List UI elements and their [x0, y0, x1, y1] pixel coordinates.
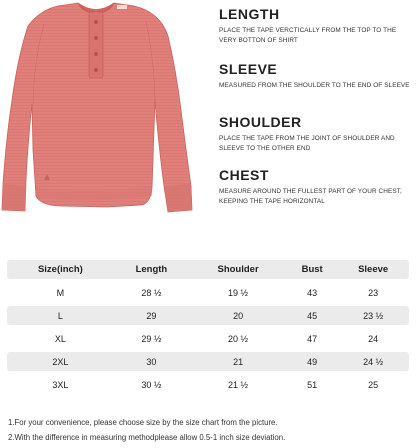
cell-size: 2XL [7, 352, 114, 371]
cell-shoulder: 20 [189, 306, 287, 325]
cell-shoulder: 21 [189, 352, 287, 371]
table-row [7, 352, 409, 371]
cell-size: XL [54, 333, 66, 344]
guide-chest [219, 167, 414, 207]
henley-shirt-illustration [0, 0, 205, 222]
guide-sleeve-desc: MEASURED FROM THE SHOULDER TO THE END OF SLEEVE [219, 82, 410, 89]
col-bust-header: Bust [287, 260, 337, 279]
shirt-image [0, 0, 205, 222]
button-icon [94, 52, 98, 56]
col-length-header: Length [114, 260, 189, 279]
note-2: 2.With the difference in measuring methodplease allow 0.5-1 inch size deviation. [8, 433, 286, 442]
cell-bust: 49 [287, 352, 337, 371]
cell-shoulder: 19 ½ [228, 287, 249, 298]
cell-shoulder: 20 ½ [228, 333, 249, 344]
cell-sleeve: 23 [368, 287, 379, 298]
cell-length: 29 [114, 306, 189, 325]
cell-sleeve: 24 ½ [337, 352, 409, 371]
guide-shoulder-title: SHOULDER [219, 114, 302, 130]
cell-bust: 51 [307, 379, 318, 390]
cell-sleeve: 25 [368, 379, 379, 390]
guide-sleeve-title: SLEEVE [219, 61, 278, 77]
cell-length: 30 ½ [141, 379, 162, 390]
cell-length: 28 ½ [141, 287, 162, 298]
guide-length-title: LENGTH [219, 6, 280, 22]
left-cuff [2, 184, 26, 211]
cell-size: 3XL [52, 379, 69, 390]
col-size-header: Size(inch) [7, 260, 114, 279]
guide-length-desc: PLACE THE TAPE VERCTICALLY FROM THE TOP TO THE VERY BOTTON OF SHIRT [219, 27, 397, 44]
table-row [7, 329, 409, 348]
table-row [7, 283, 409, 302]
guide-sleeve [219, 61, 414, 91]
button-icon [94, 68, 98, 72]
guide-chest-title: CHEST [219, 167, 269, 183]
col-shoulder-header: Shoulder [189, 260, 287, 279]
cell-size: M [56, 287, 65, 298]
guide-length [219, 6, 414, 46]
guide-shoulder [219, 114, 414, 154]
cell-bust: 45 [287, 306, 337, 325]
table-header-row [7, 260, 409, 279]
table-row [7, 375, 409, 394]
guide-chest-desc: MEASURE AROUND THE FULLEST PART OF YOUR CHEST, KEEPING THE TAPE HORIZONTAL [219, 188, 402, 205]
size-chart-table [7, 256, 409, 398]
cell-size: L [7, 306, 114, 325]
cell-shoulder: 21 ½ [228, 379, 249, 390]
shirt-tag [117, 5, 127, 9]
button-icon [94, 36, 98, 40]
cell-length: 30 [114, 352, 189, 371]
col-sleeve-header: Sleeve [337, 260, 409, 279]
button-icon [94, 20, 98, 24]
cell-sleeve: 23 ½ [337, 306, 409, 325]
right-cuff [165, 184, 192, 212]
guide-shoulder-desc: PLACE THE TAPE FROM THE JOINT OF SHOULDER AND SLEEVE TO THE OTHER END [219, 135, 395, 152]
note-1: 1.For your convenience, please choose size by the size chart from the picture. [8, 418, 278, 427]
notes [8, 418, 413, 448]
cell-bust: 47 [307, 333, 318, 344]
cell-length: 29 ½ [141, 333, 162, 344]
table-row [7, 306, 409, 325]
cell-sleeve: 24 [368, 333, 379, 344]
cell-bust: 43 [307, 287, 318, 298]
